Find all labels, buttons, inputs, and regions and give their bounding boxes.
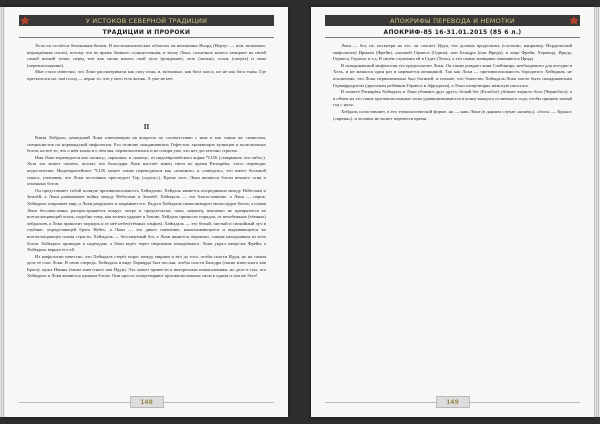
section-title bbox=[325, 28, 580, 38]
emblem-icon bbox=[19, 15, 31, 26]
running-header-title: АПОКРИФЫ ПЕРЕВОДА И НЕМОТКИ bbox=[390, 16, 515, 25]
paragraph: Хель он остаётся белокожим-белым. В восточноазиатских областях он неизменно Ньорд (Нертус — или, возможно, нерождённая плоть), потому что во время Зимнего солнцестояния, в эпоху Локи, солнечное колесо замирает на своей самой низкой точке, перед тем как снова начать свой путь (рождение), лето (жизнь), осень (смерть) и зима (перевоплощение). bbox=[27, 43, 266, 68]
paragraph: В скандинавской мифологии это предполагает Локи. Он также рождает коня Слейпнира, необходимого для поездки в Хель, и не женился один раз и нарекается женщиной. Так как Локи — противоположность бородатого Хеймдаля, не исключено, что Локи первоначально был богиней, и похоже, что божество Хеймдаль-Локи могло быть скандинавским Гермафродитом (двуполым ребёнком Гермеса и Афродиты), а Локи олицетворял женскую ипостась. bbox=[333, 62, 572, 88]
running-header-title: У ИСТОКОВ СЕВЕРНОЙ ТРАДИЦИИ bbox=[85, 16, 208, 25]
paragraph: Локи — бог, не, несмотря на это, он спасает Идун, что должна продолжать (согласно, например, Нордической мифологии) Ирмали (Фрейи), сыновей Гермеса (Одина), или Бальдра (или Ирида), в лице Фрейи, Хермонд, Ирида, Гермеса, Герпенс и т.д. В своём служении ей в Гадес (Хель), а эти самые женщины заменяются Ирида. bbox=[333, 43, 572, 62]
page-footer bbox=[5, 396, 288, 408]
page-footer bbox=[311, 396, 594, 408]
paragraph: Он представляет собой полную противоположность Хеймдалю: Хейдаль является посредником между Небесами и Землёй, а Локи развязывает войну между Небесами и Землёй. Хеймдаль — это благословение, а Локи — порок. Хеймдаль открывает мир, а Локи разрушает и закрывает его. Радуга Хеймдаля символизирует милосердие богов, а пламя Локи бессмысленно распространяется вокруг, хитро и предательски, пока, наконец, внезапно не превратится во всепоглощающий огонь, подобно тому, как колено ударяет в Землю. Хейдаль приносит порядок, от неизбежных (тёмных) хейдальев, а Локи приносит порядок и от неё небес(тёмных эльфов). Хеймдаль — это белый, чистый и спокойный луч в глубине, определяющей брата Небес, а Локи — это дикое смешение, накапливающееся и вырывающееся во всепоглощающее пламя страсти. Хеймдаль — бессмертный бог, а Локи является, вероятно, самым находчивым из всех богов. Хеймдаль приводит к надеждам, а Локи ведёт через свершение ненадёжного. Локи украл ожерелье Фрейи, а Хеймдаль вернул его ей. bbox=[27, 187, 266, 253]
section-title-text: ТРАДИЦИИ И ПРОРОКИ bbox=[102, 29, 191, 36]
text-block-bottom bbox=[27, 135, 266, 280]
paragraph: Какая Хейдаль, нашедший Локи отвечающим на вопросы по соответствию с ним и как таким же символом, специалистов по нормандской мифологии. Его отличие скандинавских Гефестов, хромающих кузнецов и колесничных богов, на всё то, что о нём знали и о чём мы, перевоплотились и не говоря уже, что нет достаточно строгих. bbox=[27, 135, 266, 154]
page-edge bbox=[0, 7, 5, 417]
running-header bbox=[19, 15, 274, 26]
paragraph: Из мифологии известно, что Хеймдаль стерёг порог между мирами и вёл до того, чтобы спасти Идун, но на самом деле её спас Локи. В свою очередь, Хеймдаль в виде Херварда был послан, чтобы спасти Бальдра (также известного как Брага), мужа Нанны (также известного как Идун). Это может привести к интересным измышлениям, но дело в том, что Хеймдаль и Локи являются единым богом. Они просто олицетворяют противоположные силы в одном и том же боге! bbox=[27, 253, 266, 279]
page-number: 148 bbox=[140, 398, 153, 406]
running-header bbox=[325, 15, 580, 26]
emblem-icon bbox=[568, 15, 580, 26]
paragraph: Имя Локи переводится как «конец», «крышка» и «конец», от индоевропейского корня *LUK («закрывать что-либо»). Хотя это может сказать, потому что благодаря Локи настаёт конец света во время Рагнарёка, этого переводят недостаточно. Индоевропейское *LUK может также переводиться как «помнить» и «заведать», что имеет большой смысл, учитывая, что Локи постоянно преследует Тор («грозу»). Кроме того, Локи является богом вечного огня и огненных богов. bbox=[27, 154, 266, 187]
section-title-text: АПОКРИФ-85 16-31.01.2015 (85 6 л.) bbox=[383, 29, 522, 36]
section-numeral: II bbox=[143, 123, 150, 131]
page-number: 149 bbox=[446, 398, 459, 406]
right-page bbox=[311, 7, 594, 417]
page-number-box bbox=[436, 396, 470, 408]
paragraph: Хейдаль сопоставляет, в его этимологической форме, на — наш Локи (в данном случае «конец»), «бога» — Кронос («время»), и человек не может перевести время. bbox=[333, 108, 572, 121]
text-block bbox=[333, 43, 572, 122]
section-title bbox=[19, 28, 274, 38]
page-number-box bbox=[130, 396, 164, 408]
paragraph: В сюжете Рагнарёка Хеймдаль и Локи убивают друг друга; белый бог (Белобог) убивает черного бога (Чернобога), а в обмен на это такие противоположные силы уравновешиваются в конце каждого солнечного года, чтобы принять новый год с нуля. bbox=[333, 89, 572, 108]
left-page bbox=[5, 7, 288, 417]
text-block-top bbox=[27, 43, 266, 83]
page-edge bbox=[594, 7, 600, 417]
paragraph: Мне стало известно, что Локи рассматривали как силу огня, и, возможно, как бога хаоса, но не как бога тьмы. Где пресытился он, там голод — верно то, что у него есть жизнь. А уже не нет. bbox=[27, 69, 266, 81]
